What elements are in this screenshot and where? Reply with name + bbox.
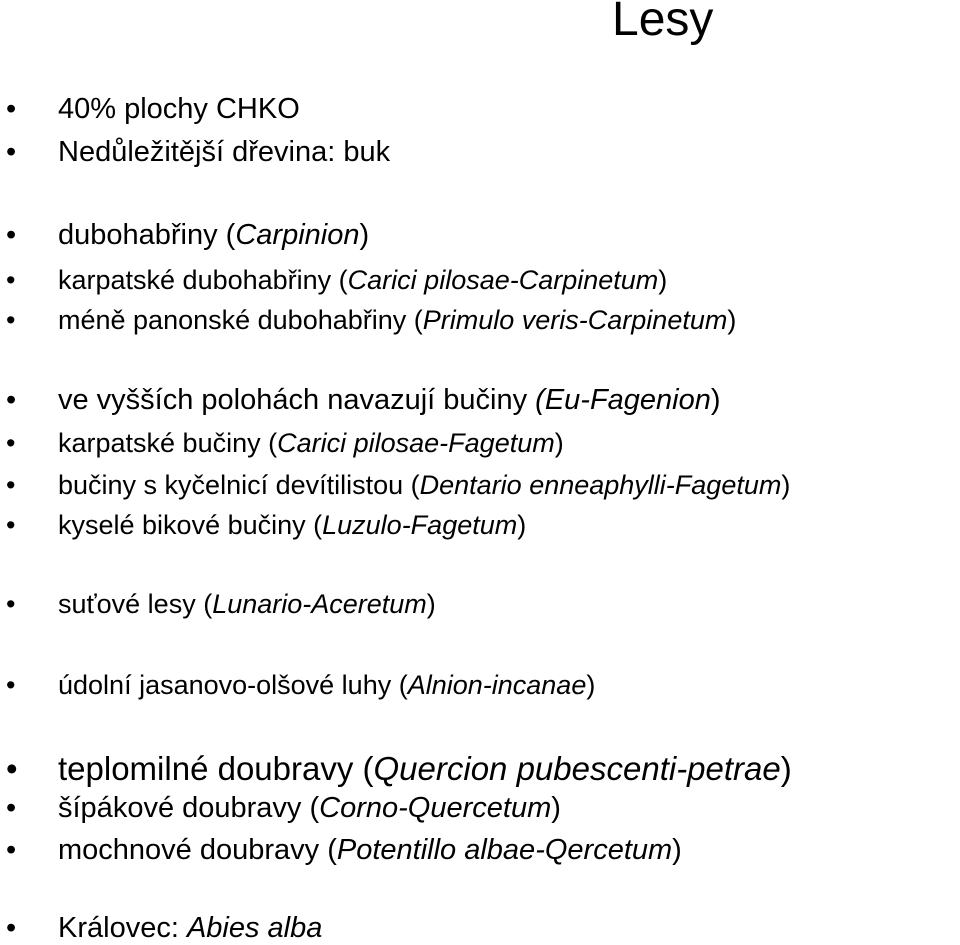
bullet-icon: • [6, 670, 16, 700]
bullet-icon: • [6, 219, 17, 251]
item-text: Královec: Abies alba [58, 912, 323, 944]
item-text: teplomilné doubravy (Quercion pubescenti-petrae) [58, 750, 792, 787]
bullet-icon: • [6, 589, 16, 619]
bullet-icon: • [6, 834, 17, 866]
bullet-icon: • [6, 470, 16, 500]
item-text: dubohabřiny (Carpinion) [58, 219, 370, 251]
item-text: údolní jasanovo-olšové luhy (Alnion-incanae) [58, 670, 596, 700]
item-text: šípákové doubravy (Corno-Quercetum) [58, 792, 561, 824]
bullet-icon: • [6, 265, 16, 295]
bullet-icon: • [6, 384, 17, 416]
bullet-icon: • [6, 750, 18, 787]
item-text: karpatské dubohabřiny (Carici pilosae-Carpinetum) [58, 265, 668, 295]
item-text: mochnové doubravy (Potentillo albae-Qercetum) [58, 834, 682, 866]
item-text: 40% plochy CHKO [58, 93, 300, 125]
bullet-icon: • [6, 93, 17, 125]
item-text: méně panonské dubohabřiny (Primulo veris-Carpinetum) [58, 305, 737, 335]
bullet-icon: • [6, 136, 17, 168]
item-text: ve vyšších polohách navazují bučiny (Eu-Fagenion) [58, 384, 721, 416]
item-text: suťové lesy (Lunario-Aceretum) [58, 589, 436, 619]
item-text: Nedůležitější dřevina: buk [58, 136, 391, 168]
bullet-icon: • [6, 305, 16, 335]
bullet-icon: • [6, 912, 17, 944]
slide-title: Lesy [612, 0, 714, 46]
bullet-icon: • [6, 428, 16, 458]
bullet-icon: • [6, 792, 17, 824]
item-text: karpatské bučiny (Carici pilosae-Fagetum) [58, 428, 564, 458]
item-text: bučiny s kyčelnicí devítilistou (Dentario enneaphylli-Fagetum) [58, 470, 791, 500]
item-text: kyselé bikové bučiny (Luzulo-Fagetum) [58, 510, 527, 540]
bullet-icon: • [6, 510, 16, 540]
